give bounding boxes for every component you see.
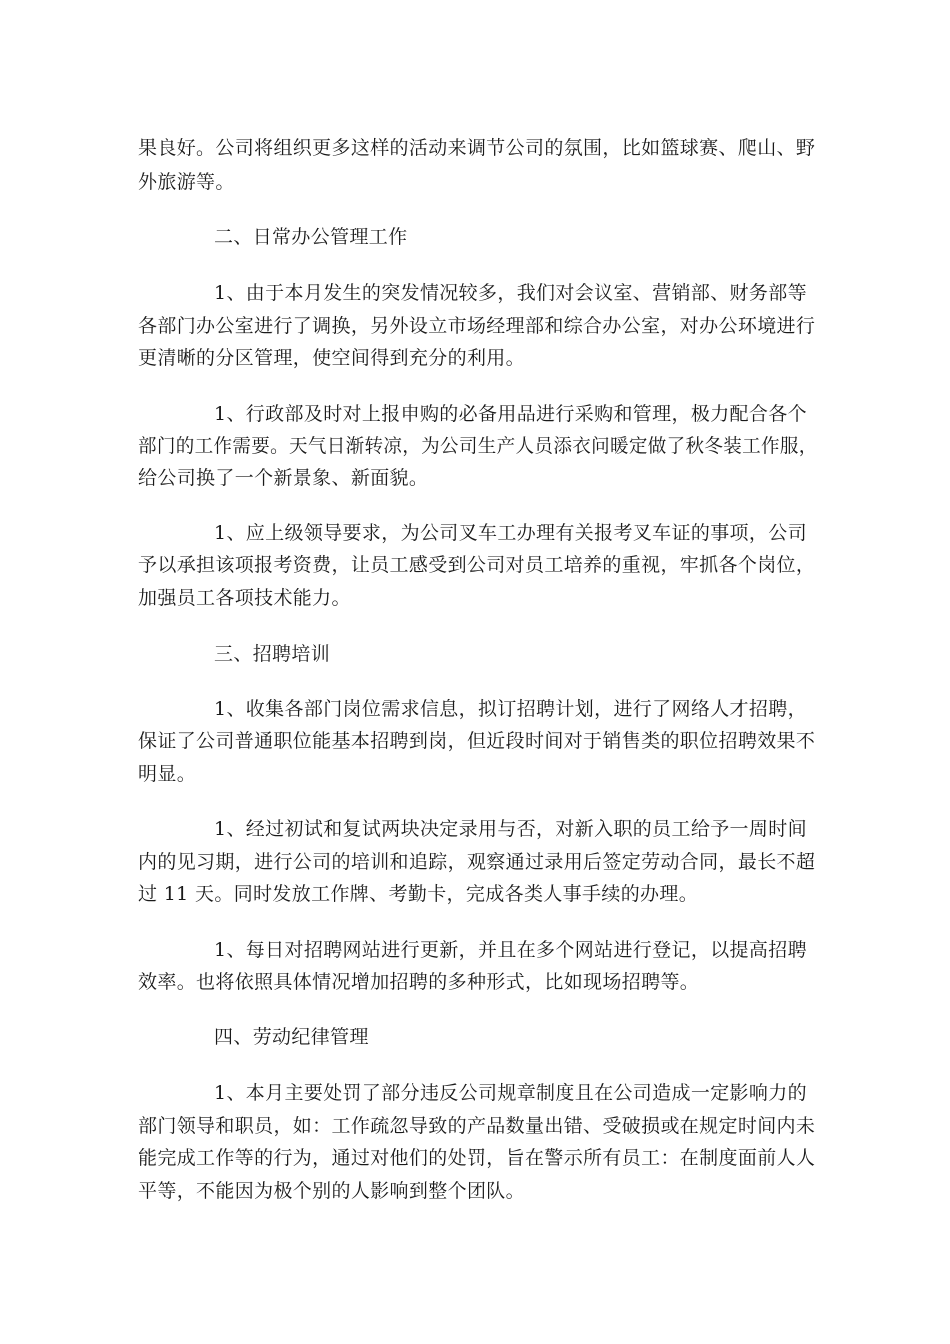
paragraph-line: 外旅游等。 (138, 171, 235, 193)
paragraph-line: 加强员工各项技术能力。 (138, 587, 351, 609)
paragraph-line: 保证了公司普通职位能基本招聘到岗，但近段时间对于销售类的职位招聘效果不 (138, 730, 816, 752)
paragraph-line: 果良好。公司将组织更多这样的活动来调节公司的氛围，比如篮球赛、爬山、野 (138, 137, 816, 159)
paragraph-line: 各部门办公室进行了调换，另外设立市场经理部和综合办公室，对办公环境进行 (138, 315, 816, 337)
section-heading-labor-discipline: 四、劳动纪律管理 (214, 1026, 369, 1048)
paragraph-line: 过 11 天。同时发放工作牌、考勤卡，完成各类人事手续的办理。 (138, 883, 699, 905)
paragraph-line: 部门的工作需要。天气日渐转凉，为公司生产人员添衣问暖定做了秋冬装工作服， (138, 435, 818, 457)
paragraph-line: 明显。 (138, 763, 197, 785)
paragraph-line: 能完成工作等的行为，通过对他们的处罚，旨在警示所有员工：在制度面前人人 (138, 1147, 816, 1169)
paragraph-line: 给公司换了一个新景象、新面貌。 (138, 467, 429, 489)
paragraph-line: 1、本月主要处罚了部分违反公司规章制度且在公司造成一定影响力的 (214, 1082, 807, 1104)
paragraph-line: 部门领导和职员，如：工作疏忽导致的产品数量出错、受破损或在规定时间内未 (138, 1115, 816, 1137)
paragraph-line: 平等，不能因为极个别的人影响到整个团队。 (138, 1180, 526, 1202)
section-heading-recruitment: 三、招聘培训 (214, 643, 331, 665)
paragraph-line: 1、应上级领导要求，为公司叉车工办理有关报考叉车证的事项，公司 (214, 522, 807, 544)
paragraph-line: 1、由于本月发生的突发情况较多，我们对会议室、营销部、财务部等 (214, 282, 807, 304)
paragraph-line: 效率。也将依照具体情况增加招聘的多种形式，比如现场招聘等。 (138, 971, 700, 993)
paragraph-line: 更清晰的分区管理，使空间得到充分的利用。 (138, 347, 526, 369)
paragraph-line: 1、经过初试和复试两块决定录用与否，对新入职的员工给予一周时间 (214, 818, 807, 840)
paragraph-line: 予以承担该项报考资费，让员工感受到公司对员工培养的重视，牢抓各个岗位， (138, 554, 816, 576)
paragraph-line: 1、行政部及时对上报申购的必备用品进行采购和管理，极力配合各个 (214, 403, 807, 425)
section-heading-daily-office: 二、日常办公管理工作 (214, 226, 408, 248)
paragraph-line: 1、收集各部门岗位需求信息，拟订招聘计划，进行了网络人才招聘， (214, 698, 807, 720)
paragraph-line: 1、每日对招聘网站进行更新，并且在多个网站进行登记，以提高招聘 (214, 939, 807, 961)
paragraph-line: 内的见习期，进行公司的培训和追踪，观察通过录用后签定劳动合同，最长不超 (138, 851, 816, 873)
